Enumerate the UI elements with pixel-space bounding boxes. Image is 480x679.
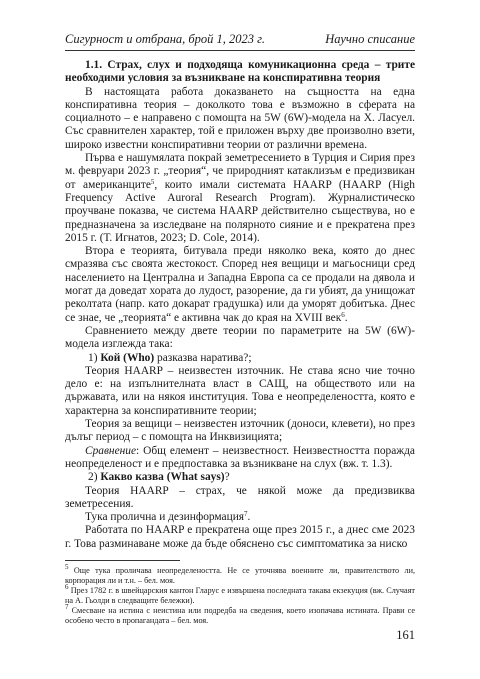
footnote-number: 5	[65, 563, 69, 571]
paragraph-haarp-intro	[65, 152, 415, 245]
paragraph-witches-who: Теория за вещици – неизвестен източник (доноси, клевети), но през дълъг период – с помощта на Инквизицията;	[65, 418, 415, 444]
paragraph-text: Втора е теорията, битувала преди няколко века, която до днес смразява със своята жестокост. Според нея вещици и магьосници сред населението на Централна и Западна Европа са се продали на дявола и могат да доведат хората до лудост, разорение, да ги убият, да унищожат реколтата (напр. като докарат градушка) или да уморят добитъка. Днес се знае, че „теорията“ е активна чак до края на XVIII век	[65, 245, 415, 324]
paragraph-comparison-who	[65, 445, 415, 472]
footnote-ref: 5	[150, 177, 155, 186]
journal-issue: Сигурност и отбрана, брой 1, 2023 г.	[65, 32, 266, 46]
footnote-text: През 1782 г. в швейцарския кантон Гларус е извършена последната такава екзекуция (вж. Случаят на А. Гьолди в следващите бележки).	[65, 586, 415, 606]
footnote-number: 7	[65, 603, 69, 612]
body-text	[65, 59, 415, 551]
page-number: 161	[396, 628, 415, 642]
paragraph-intro: В настоящата работа доказването на същността на една конспиративна теория – доколкото това е възможно в сферата на социалното – е направено с помощта на 5W (6W)-модела на Х. Ласуел. Със сравнителен характер, той е приложен върху две произволно взети, широко известни конспиративни теории от различни времена.	[65, 85, 415, 151]
paragraph-text: .	[344, 311, 348, 324]
paragraph-text: Тука пролична и дезинформация	[85, 511, 245, 524]
footnote	[65, 603, 415, 626]
comparison-label: Сравнение	[85, 444, 137, 457]
paragraph-haarp-ended: Работата по HAARP е прекратена още през 2015 г., а днес сме 2023 г. Това разминаване може да бъде обяснено със симптоматика за ниско	[65, 524, 415, 550]
footnote-text: Още тука проличава неопределеността. Не се уточнява военните ли, правителството ли, корпорация ли и т.н. – бел. моя.	[65, 566, 415, 586]
paragraph-witches-intro	[65, 245, 415, 325]
question-what	[65, 471, 415, 484]
footnote-rule	[65, 560, 180, 561]
question-who	[65, 352, 415, 365]
paragraph-haarp-who: Теория HAARP – неизвестен източник. Не става ясно чие точно дело е: на изпълнителната власт в САЩ, на обществото или на държавата, или на някоя институция. Това е неопределеността, която е характерна за конспиративните теории;	[65, 364, 415, 417]
paragraph-text: .	[247, 511, 251, 524]
paragraph-disinformation	[65, 511, 415, 524]
question-text: разказва наратива?;	[154, 351, 252, 364]
footnote-ref: 7	[244, 510, 248, 519]
footnote	[65, 583, 415, 606]
running-header	[65, 32, 415, 46]
section-heading: 1.1. Страх, слух и подходяща комуникационна среда – трите необходими условия за възникване на конспиративна теория	[65, 59, 415, 85]
journal-type: Научно списание	[325, 32, 415, 46]
question-label: Кой (Who)	[100, 351, 155, 364]
footnotes	[65, 563, 415, 627]
paragraph-haarp-what: Теория HAARP – страх, че някой може да предизвиква земетресения.	[65, 484, 415, 510]
paragraph-text: : Общ елемент – неизвестност. Неизвестността поражда неопределеност и е предпоставка за възникване на слух (вж. т. 1.3).	[65, 444, 415, 470]
question-text: ?	[224, 471, 230, 484]
question-label: Какво казва (What says)	[100, 471, 225, 484]
question-number: 1)	[88, 351, 98, 364]
question-number: 2)	[88, 471, 98, 484]
paragraph-text: Първа е нашумялата покрай земетресението в Турция и Сирия през м. февруари 2023 г. „теория“, че природният катаклизъм е предизвикан от американците	[65, 152, 415, 191]
footnote-ref: 6	[341, 310, 345, 319]
paragraph-text: , които имали системата HAARP (HAARP (High Frequency Active Auroral Research Program). Журналистическо проучване показва, че система HAARP действително съществува, но е предназначена за изследване на полярното сияние и е прекратена през 2015 г. (Т. Игнатов, 2023; D. Cole, 2014).	[65, 178, 415, 244]
footnote-text: Смесване на истина с неистина или подредба на сведения, което изопачава истината. Прави се особено често в пропагандата – бел. моя.	[65, 606, 415, 626]
footnote	[65, 563, 415, 586]
paragraph-comparison: Сравнението между двете теории по параметрите на 5W (6W)-модела изглежда така:	[65, 324, 415, 351]
header-rule	[65, 50, 415, 51]
footnote-number: 6	[65, 583, 69, 592]
